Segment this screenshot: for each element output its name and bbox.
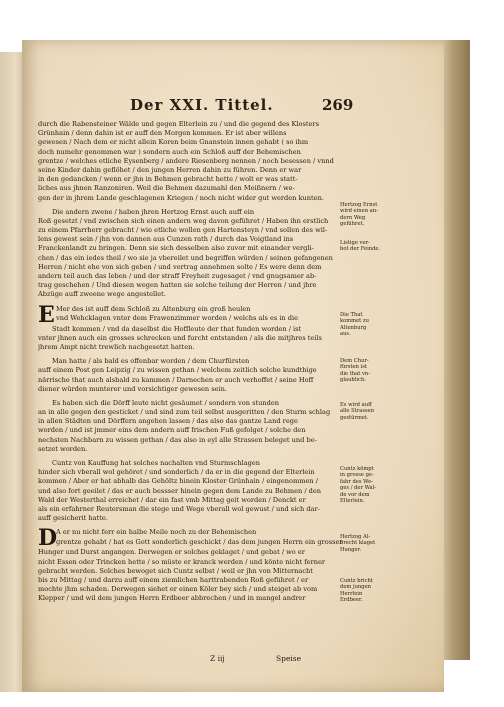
margin-line: alle Strassen [340, 408, 375, 415]
text-line: seine Kinder dahin geflöhet / den jungen Herren dahin zu führen. Denn er war [38, 165, 302, 174]
margin-line: Erdbeer. [340, 597, 363, 604]
text-line: doch numehr genommen war ) sondern auch ein Schloß auff der Behemischen [38, 147, 301, 156]
margin-line: Es wird auff [340, 402, 372, 408]
margin-line: Cuntz bricht [340, 578, 373, 584]
margin-line: die that vn- [340, 370, 370, 377]
paragraph-4 [38, 357, 334, 394]
text-line: grentze gehabt / hat es Gott sonderlich geschickt / das dem jungen Herrn ein grosser [56, 537, 343, 546]
text-line: jhrem Ampt nicht trewlich nachgesetzt hatten. [38, 342, 195, 351]
text-line: durch die Rabensteiner Wälde und gegen Elterlein zu / und die gegend des Klosters [38, 120, 319, 128]
text-line: Klepper / und wil dem jungen Herrn Erdbeer abbrechen / und in mangel andrer [38, 594, 306, 603]
margin-line: fahr des We- [340, 478, 373, 485]
book-page [22, 40, 444, 692]
text-line: nechsten Nachbarn zu wissen gethan / das also in eyl alle Strassen beleget und be- [38, 435, 317, 444]
running-title: Der XXI. Tittel. [130, 96, 274, 114]
margin-line: wird einen an- [340, 208, 378, 215]
text-line: vnd Wehcklagen vnter dem Frawenzimmer worden / welchs als es in die [56, 313, 299, 322]
margin-line: aus. [340, 331, 351, 338]
margin-line: Elterlein. [340, 498, 365, 505]
text-line: närrische that auch alsbald zu kammen / Darnechen er auch verhoffet / seine Hoff [38, 375, 314, 384]
text-line: mochte jhm schaden. Derwegen siehet er einen Köler bey sich / und steiget ab vom [38, 585, 318, 594]
margin-line: Altenburg [340, 324, 367, 331]
margin-note-3 [340, 312, 384, 338]
margin-line: dern Weg [340, 214, 366, 221]
text-line: an in alle gegen den gesticket / und sind zum teil selbst ausgeritten / den Sturm schlag [38, 408, 331, 417]
page-header [22, 96, 444, 118]
margin-line: fürsten ist [340, 364, 367, 371]
paragraph-7 [38, 525, 343, 603]
text-line: trag geschehen / Und diesen wegen hatten sie solche teilung der Herren / und jhre [38, 281, 317, 290]
text-line: andern teil auch das leben / und der straff Freyheit zugesaget / vnd gnugsamer ab- [38, 272, 317, 280]
text-line: auff gesicherit hatte. [38, 514, 108, 523]
text-line: Abzüge auff zweene wege angestellet. [38, 290, 166, 299]
text-line: setzet worden. [38, 444, 88, 453]
text-line: grentze / welches etliche Eysenberg / andere Riesenberg nennen / noch besessen / vnnd [38, 156, 334, 165]
text-line: kommen / Aber er hat abhalb das Gehöltz hinein Kloster Grünhain / eingenommen / [38, 477, 318, 486]
paragraph-1 [38, 120, 334, 203]
text-line: Cuntz von Kauffung hat solches nachalten vnd Sturmschlagen [52, 459, 260, 467]
margin-line: glaublich. [340, 377, 366, 384]
main-text-column [38, 120, 343, 608]
text-line: als ein erfahrner Reutersman die stege und Wege vberall wol gewust / und sich dar- [38, 504, 320, 513]
text-line: Wald der Westerthal erreichet / dar ein fast vmb Mittag geit worden / Denckt er [38, 495, 306, 504]
margin-note-7 [340, 534, 384, 553]
page-number: 269 [322, 96, 354, 114]
text-line: und also fort geeilet / das er auch bessser hinein gegen dem Lande zu Behmen / den [38, 486, 322, 495]
initial-row [38, 301, 334, 328]
text-line: diener würden munterer und vorsichtiger gewesen sein. [38, 384, 227, 393]
text-line: gen der in jhrem Lande geschlagenen Kriegen / noch nicht wider gut werden kunten. [38, 193, 324, 202]
text-line: worden / und ist jmmer eins dem andern auff frischen Fuß gefolget / solche den [38, 426, 306, 435]
text-line: in den gedancken / wenn er jhn in Behmen gebracht hette / wolt er was statt- [38, 175, 298, 184]
margin-line: Cuntz kömpt [340, 466, 374, 472]
text-line: Stadt kommen / vnd da daselbst die Hoffleute der that funden worden / ist [52, 324, 302, 333]
text-line: Die andern zwene / haben jhren Hertzog Ernst auch auff ein [52, 207, 255, 216]
margin-note-8 [340, 578, 384, 604]
text-line: Mer des ist auff dem Schloß zu Altenburg ein groß heulen [56, 304, 251, 313]
text-line: nicht Essen oder Trincken hette / so müste er kranck werden / und könte nicht ferner [38, 557, 326, 566]
text-line: in allen Städten und Dörffern angehen lassen / das also das gantze Land rege [38, 417, 298, 426]
text-line: A er nu nicht ferr ein halbe Meile noch zu der Behemischen [56, 528, 257, 537]
paragraph-6 [38, 459, 334, 523]
margin-line: dem jungen [340, 584, 371, 591]
text-line: liches aus jhnen Ranzoniren. Weil die Behmen dazumahl den Meißnern / we- [38, 184, 295, 193]
drop-initial: D [38, 525, 58, 552]
margin-line: Listige ver- [340, 240, 370, 246]
text-line: auff einem Post gen Leipzig / zu wissen gethan / welchem zeitlich solche kundthige [38, 366, 317, 375]
drop-initial: E [38, 301, 55, 328]
paragraph-3 [38, 301, 334, 353]
catchword: Speise [276, 654, 302, 663]
margin-line: Hertzog Al- [340, 534, 371, 540]
margin-line: Hunger. [340, 546, 362, 553]
text-line: Grünhain / denn dahin ist er auff den Morgen kommen. Er ist aber willens [38, 129, 287, 138]
margin-line: brecht klaget [340, 540, 376, 547]
text-line: Herren / nicht ehe von sich geben / und vertrag annehmen solte / Es were denn dem [38, 262, 322, 271]
margin-line: bot der Feinde. [340, 246, 381, 253]
margin-line: geführet. [340, 221, 365, 228]
text-line: Man hatte / als bald es offenbar worden / dem Churfürsten [52, 357, 250, 366]
margin-line: gestürmet. [340, 414, 369, 421]
text-line: vnter jhnen auch ein grosses schrecken und furcht entstanden / als die mitjhres teils [38, 333, 322, 342]
text-line: lens gewest sein / jhn von dannen aus Cunzen rath / durch das Voigtland ins [38, 235, 294, 244]
initial-row [38, 525, 343, 552]
text-line: bis zu Mittag / und darzu auff einem ziemlichen harttrabenden Roß geführet / er [38, 575, 309, 584]
margin-note-1 [340, 202, 384, 228]
text-line: gebracht werden. Solches bewoget sich Cuntz selbst / weil er jhn von Mitternacht [38, 566, 313, 575]
margin-note-6 [340, 466, 384, 504]
paragraph-2 [38, 208, 334, 300]
margin-line: Hertzog Ernst [340, 202, 378, 208]
margin-line: ges / der Wal- [340, 485, 377, 492]
margin-line: de vor dem [340, 491, 370, 498]
text-line: Franckenlandt zu bringen. Denn sie sich desselben also zuvor mit einander vergli- [38, 244, 314, 253]
text-line: Es haben sich die Dörff leute nicht gesäumet / sondern von stunden [52, 398, 279, 407]
text-line: gewesen / Nach dem er nicht allein Koren beim Gnanstein innen gehabt ( so ihm [38, 138, 309, 147]
paragraph-5 [38, 399, 334, 454]
text-line: Roß gesetzt / vnd zwischen sich einen andern weg davon geführet / Haben ihn erstlich [38, 216, 329, 225]
margin-note-5 [340, 402, 384, 421]
page-stack-edge [440, 40, 470, 660]
text-line: Hunger und Durst angangen. Derwegen er solches geklaget / und gebat / wo er [38, 548, 305, 557]
margin-line: kommet zu [340, 318, 369, 325]
margin-line: in grosse ge- [340, 472, 374, 479]
margin-line: Die That [340, 312, 363, 318]
signature-mark: Z iij [210, 654, 225, 663]
margin-note-2 [340, 240, 384, 253]
text-line: chen / das ein iedes theil / wo sie ja vbereilet und begriffen würden / seinen gefangenen [38, 253, 333, 262]
margin-line: Herrlein [340, 590, 363, 597]
margin-note-4 [340, 358, 384, 384]
margin-line: Dem Chur- [340, 358, 369, 364]
text-line: zu einem Pfarrherr gebracht / wie etliche wollen gen Hartensteyn / vnd sollen des wil- [38, 226, 328, 235]
text-line: hinder sich vberall wol gehöret / und sonderlich / da er in die gegend der Elterlein [38, 468, 315, 477]
